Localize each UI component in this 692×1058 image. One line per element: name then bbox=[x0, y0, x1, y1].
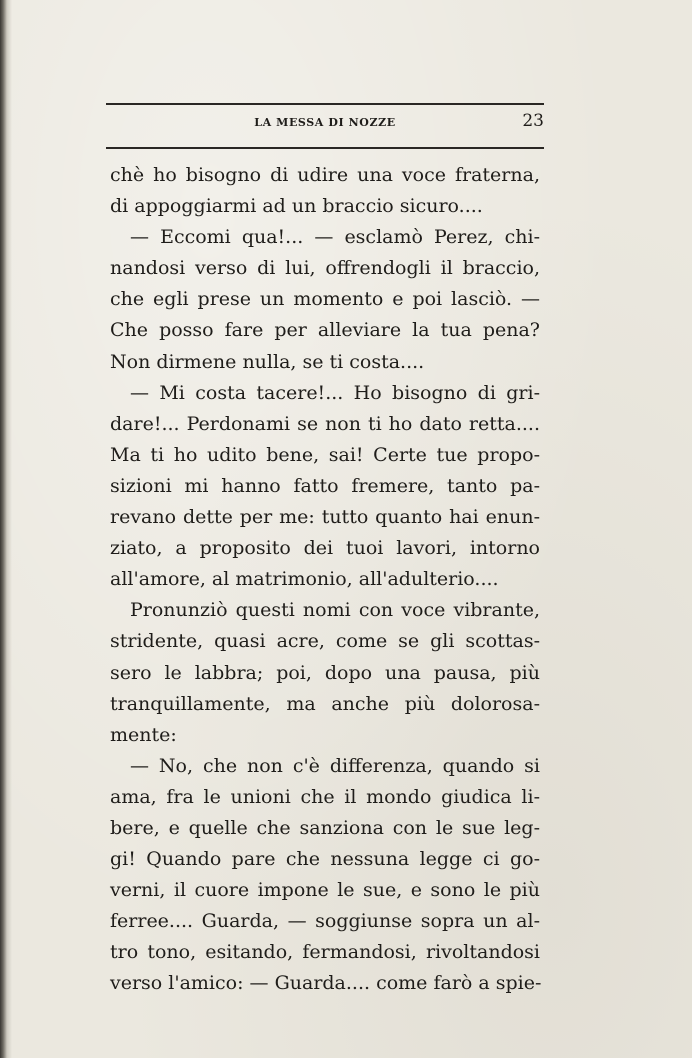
running-title: LA MESSA DI NOZZE bbox=[254, 116, 396, 129]
header-rule-top bbox=[106, 103, 544, 105]
page-number: 23 bbox=[522, 111, 544, 131]
text-line: che egli prese un momento e poi lasciò. — bbox=[110, 288, 540, 311]
body-text bbox=[110, 160, 540, 1000]
text-line: bere, e quelle che sanziona con le sue leg- bbox=[110, 816, 540, 839]
text-line: di appoggiarmi ad un braccio sicuro.... bbox=[110, 195, 483, 218]
text-line: revano dette per me: tutto quanto hai enun- bbox=[110, 506, 540, 529]
text-line: nandosi verso di lui, offrendogli il braccio, bbox=[110, 257, 540, 280]
text-line: — No, che non c'è differenza, quando si bbox=[130, 754, 540, 777]
text-line: Che posso fare per alleviare la tua pena? bbox=[110, 319, 540, 342]
text-line: tro tono, esitando, fermandosi, rivoltandosi bbox=[110, 941, 540, 964]
text-line: sero le labbra; poi, dopo una pausa, più bbox=[110, 661, 540, 684]
text-line: ama, fra le unioni che il mondo giudica li- bbox=[110, 785, 540, 808]
text-line: ferree.... Guarda, — soggiunse sopra un al- bbox=[110, 910, 540, 933]
text-line: all'amore, al matrimonio, all'adulterio.... bbox=[110, 568, 499, 591]
text-line: — Eccomi qua!... — esclamò Perez, chi- bbox=[130, 226, 540, 249]
text-line: — Mi costa tacere!... Ho bisogno di gri- bbox=[130, 381, 540, 404]
text-line: verso l'amico: — Guarda.... come farò a spie- bbox=[110, 972, 542, 995]
text-line: sizioni mi hanno fatto fremere, tanto pa- bbox=[110, 474, 540, 497]
text-line: Non dirmene nulla, se ti costa.... bbox=[110, 350, 425, 373]
header-rule-bottom bbox=[106, 147, 544, 149]
text-line: Ma ti ho udito bene, sai! Certe tue propo- bbox=[110, 443, 540, 466]
page-binding-edge bbox=[0, 0, 12, 1058]
text-line: tranquillamente, ma anche più dolorosa- bbox=[110, 692, 540, 715]
text-line: ziato, a proposito dei tuoi lavori, intorno bbox=[110, 537, 540, 560]
text-line: dare!... Perdonami se non ti ho dato retta.... bbox=[110, 412, 540, 435]
text-line: mente: bbox=[110, 723, 177, 746]
text-line: gi! Quando pare che nessuna legge ci go- bbox=[110, 848, 540, 871]
text-line: stridente, quasi acre, come se gli scottas- bbox=[110, 630, 540, 653]
text-line: chè ho bisogno di udire una voce fraterna, bbox=[110, 164, 540, 186]
text-line: verni, il cuore impone le sue, e sono le più bbox=[110, 879, 540, 902]
text-line: Pronunziò questi nomi con voce vibrante, bbox=[130, 599, 540, 622]
